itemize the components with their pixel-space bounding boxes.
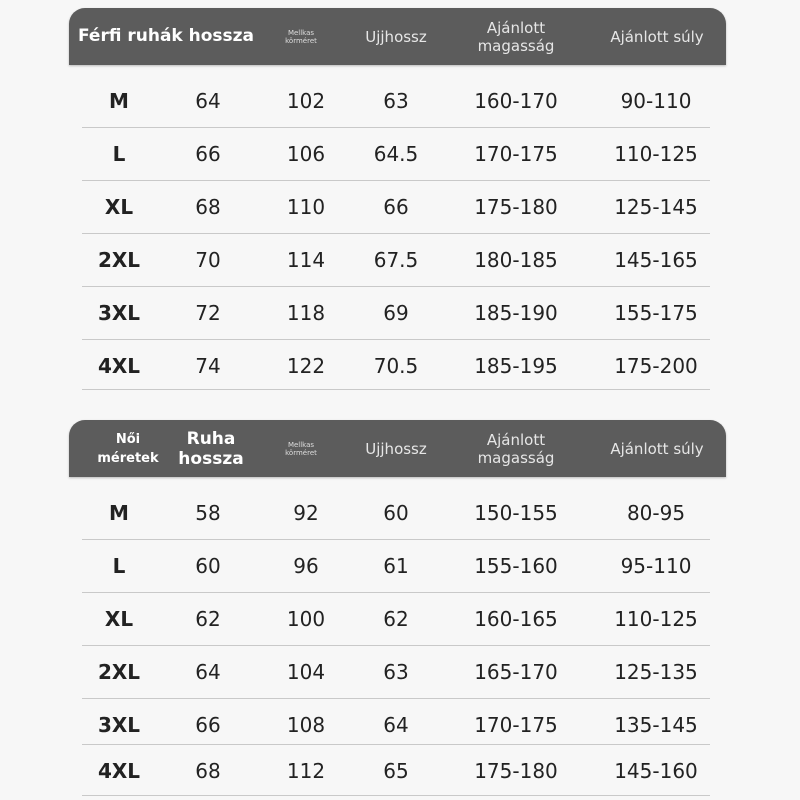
size-cell: XL xyxy=(104,606,134,631)
weight-cell: 135-145 xyxy=(614,712,698,737)
table-row xyxy=(0,339,800,392)
table-row xyxy=(0,74,800,127)
men-header-height: Ajánlott magasság xyxy=(477,18,555,55)
table-row xyxy=(0,645,800,698)
chest-cell: 108 xyxy=(286,712,326,737)
size-cell: M xyxy=(109,88,129,113)
length-cell: 58 xyxy=(195,500,221,525)
women-header-chest: Mellkas körméret xyxy=(285,440,317,457)
size-cell: 4XL xyxy=(97,353,141,378)
height-cell: 160-170 xyxy=(474,88,558,113)
sleeve-cell: 63 xyxy=(383,659,409,684)
length-cell: 68 xyxy=(195,194,221,219)
length-cell: 66 xyxy=(195,712,221,737)
length-cell: 60 xyxy=(195,553,221,578)
length-cell: 70 xyxy=(195,247,221,272)
height-cell: 170-175 xyxy=(474,141,558,166)
chest-cell: 100 xyxy=(286,606,326,631)
chest-cell: 106 xyxy=(286,141,326,166)
sleeve-cell: 64 xyxy=(383,712,409,737)
chest-cell: 112 xyxy=(286,758,326,783)
weight-cell: 95-110 xyxy=(620,553,692,578)
table-row xyxy=(0,180,800,233)
height-cell: 150-155 xyxy=(474,500,558,525)
weight-cell: 90-110 xyxy=(620,88,692,113)
weight-cell: 155-175 xyxy=(614,300,698,325)
men-header-sleeve: Ujjhossz xyxy=(365,27,427,46)
size-cell: M xyxy=(109,500,129,525)
chest-cell: 118 xyxy=(286,300,326,325)
height-cell: 165-170 xyxy=(474,659,558,684)
women-header-sleeve: Ujjhossz xyxy=(365,439,427,458)
chest-cell: 104 xyxy=(286,659,326,684)
weight-cell: 110-125 xyxy=(614,141,698,166)
sleeve-cell: 65 xyxy=(383,758,409,783)
weight-cell: 125-145 xyxy=(614,194,698,219)
height-cell: 185-195 xyxy=(474,353,558,378)
table-row xyxy=(0,744,800,797)
weight-cell: 110-125 xyxy=(614,606,698,631)
table-row xyxy=(0,233,800,286)
sleeve-cell: 63 xyxy=(383,88,409,113)
length-cell: 64 xyxy=(195,88,221,113)
row-divider xyxy=(82,795,710,796)
chest-cell: 102 xyxy=(286,88,326,113)
size-cell: L xyxy=(112,141,126,166)
chest-cell: 110 xyxy=(286,194,326,219)
height-cell: 175-180 xyxy=(474,758,558,783)
row-divider xyxy=(82,389,710,390)
sleeve-cell: 70.5 xyxy=(373,353,419,378)
size-cell: L xyxy=(112,553,126,578)
men-header-title: Férfi ruhák hossza xyxy=(78,26,255,46)
table-row xyxy=(0,286,800,339)
size-cell: 2XL xyxy=(97,247,141,272)
sleeve-cell: 64.5 xyxy=(373,141,419,166)
height-cell: 170-175 xyxy=(474,712,558,737)
height-cell: 180-185 xyxy=(474,247,558,272)
height-cell: 155-160 xyxy=(474,553,558,578)
length-cell: 74 xyxy=(195,353,221,378)
weight-cell: 80-95 xyxy=(626,500,686,525)
table-row xyxy=(0,127,800,180)
size-cell: 3XL xyxy=(97,300,141,325)
men-header-weight: Ajánlott súly xyxy=(610,27,704,46)
size-cell: XL xyxy=(104,194,134,219)
size-cell: 4XL xyxy=(97,758,141,783)
weight-cell: 125-135 xyxy=(614,659,698,684)
women-header-weight: Ajánlott súly xyxy=(610,439,704,458)
women-header-height: Ajánlott magasság xyxy=(477,430,555,467)
chest-cell: 92 xyxy=(293,500,319,525)
sleeve-cell: 60 xyxy=(383,500,409,525)
length-cell: 62 xyxy=(195,606,221,631)
size-cell: 2XL xyxy=(97,659,141,684)
table-row xyxy=(0,486,800,539)
height-cell: 160-165 xyxy=(474,606,558,631)
chest-cell: 114 xyxy=(286,247,326,272)
sleeve-cell: 61 xyxy=(383,553,409,578)
chest-cell: 122 xyxy=(286,353,326,378)
length-cell: 64 xyxy=(195,659,221,684)
height-cell: 185-190 xyxy=(474,300,558,325)
table-row xyxy=(0,592,800,645)
women-header-title: Női méretek xyxy=(97,431,159,466)
weight-cell: 175-200 xyxy=(614,353,698,378)
length-cell: 72 xyxy=(195,300,221,325)
weight-cell: 145-160 xyxy=(614,758,698,783)
sleeve-cell: 62 xyxy=(383,606,409,631)
sleeve-cell: 67.5 xyxy=(373,247,419,272)
table-row xyxy=(0,539,800,592)
size-cell: 3XL xyxy=(97,712,141,737)
chest-cell: 96 xyxy=(293,553,319,578)
sleeve-cell: 66 xyxy=(383,194,409,219)
men-header-chest: Mellkas körméret xyxy=(285,28,317,45)
sleeve-cell: 69 xyxy=(383,300,409,325)
women-header-length: Ruha hossza xyxy=(178,428,244,469)
length-cell: 68 xyxy=(195,758,221,783)
height-cell: 175-180 xyxy=(474,194,558,219)
weight-cell: 145-165 xyxy=(614,247,698,272)
length-cell: 66 xyxy=(195,141,221,166)
